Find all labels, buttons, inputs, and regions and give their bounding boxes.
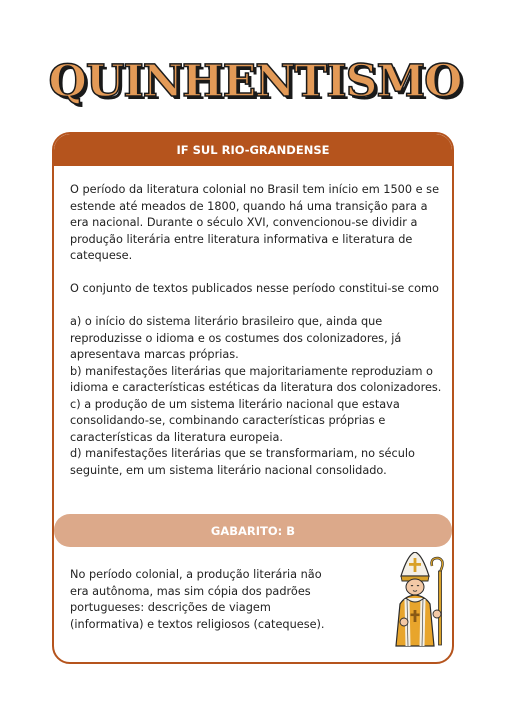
question-prompt: O conjunto de textos publicados nesse período constitui-se como <box>70 282 439 295</box>
option-b: b) manifestações literárias que majoritariamente reproduziam o idioma e características estéticas da literatura dos colonizadores. <box>70 364 442 394</box>
page-title: QUINHENTISMO <box>48 56 462 107</box>
paragraph-gap <box>70 265 442 282</box>
option-c: c) a produção de um sistema literário nacional que estava consolidando-se, combinando características próprias e características da literatura europeia. <box>70 397 400 444</box>
card-header: IF SUL RIO-GRANDENSE <box>54 134 452 166</box>
option-a: a) o início do sistema literário brasileiro que, ainda que reproduzisse o idioma e os costumes dos colonizadores, já apresentava marcas próprias. <box>70 315 402 361</box>
question-intro: O período da literatura colonial no Brasil tem início em 1500 e se estende até meados de 1800, quando há uma transição para a era nacional. Durante o século XVI, convencionou-se dividir a produção literária entre literatura informativa e literatura de catequese. <box>70 183 440 262</box>
answer-bar: GABARITO: B <box>54 514 452 547</box>
paragraph-gap <box>70 298 442 315</box>
question-card <box>52 132 454 664</box>
option-d: d) manifestações literárias que se transformariam, no século seguinte, em um sistema literário nacional consolidado. <box>70 447 415 477</box>
question-body <box>70 182 442 479</box>
answer-explanation: No período colonial, a produção literária não era autônoma, mas sim cópia dos padrões portugueses: descrições de viagem (informativa) e textos religiosos (catequese). <box>70 568 325 631</box>
bishop-illustration <box>384 552 452 648</box>
